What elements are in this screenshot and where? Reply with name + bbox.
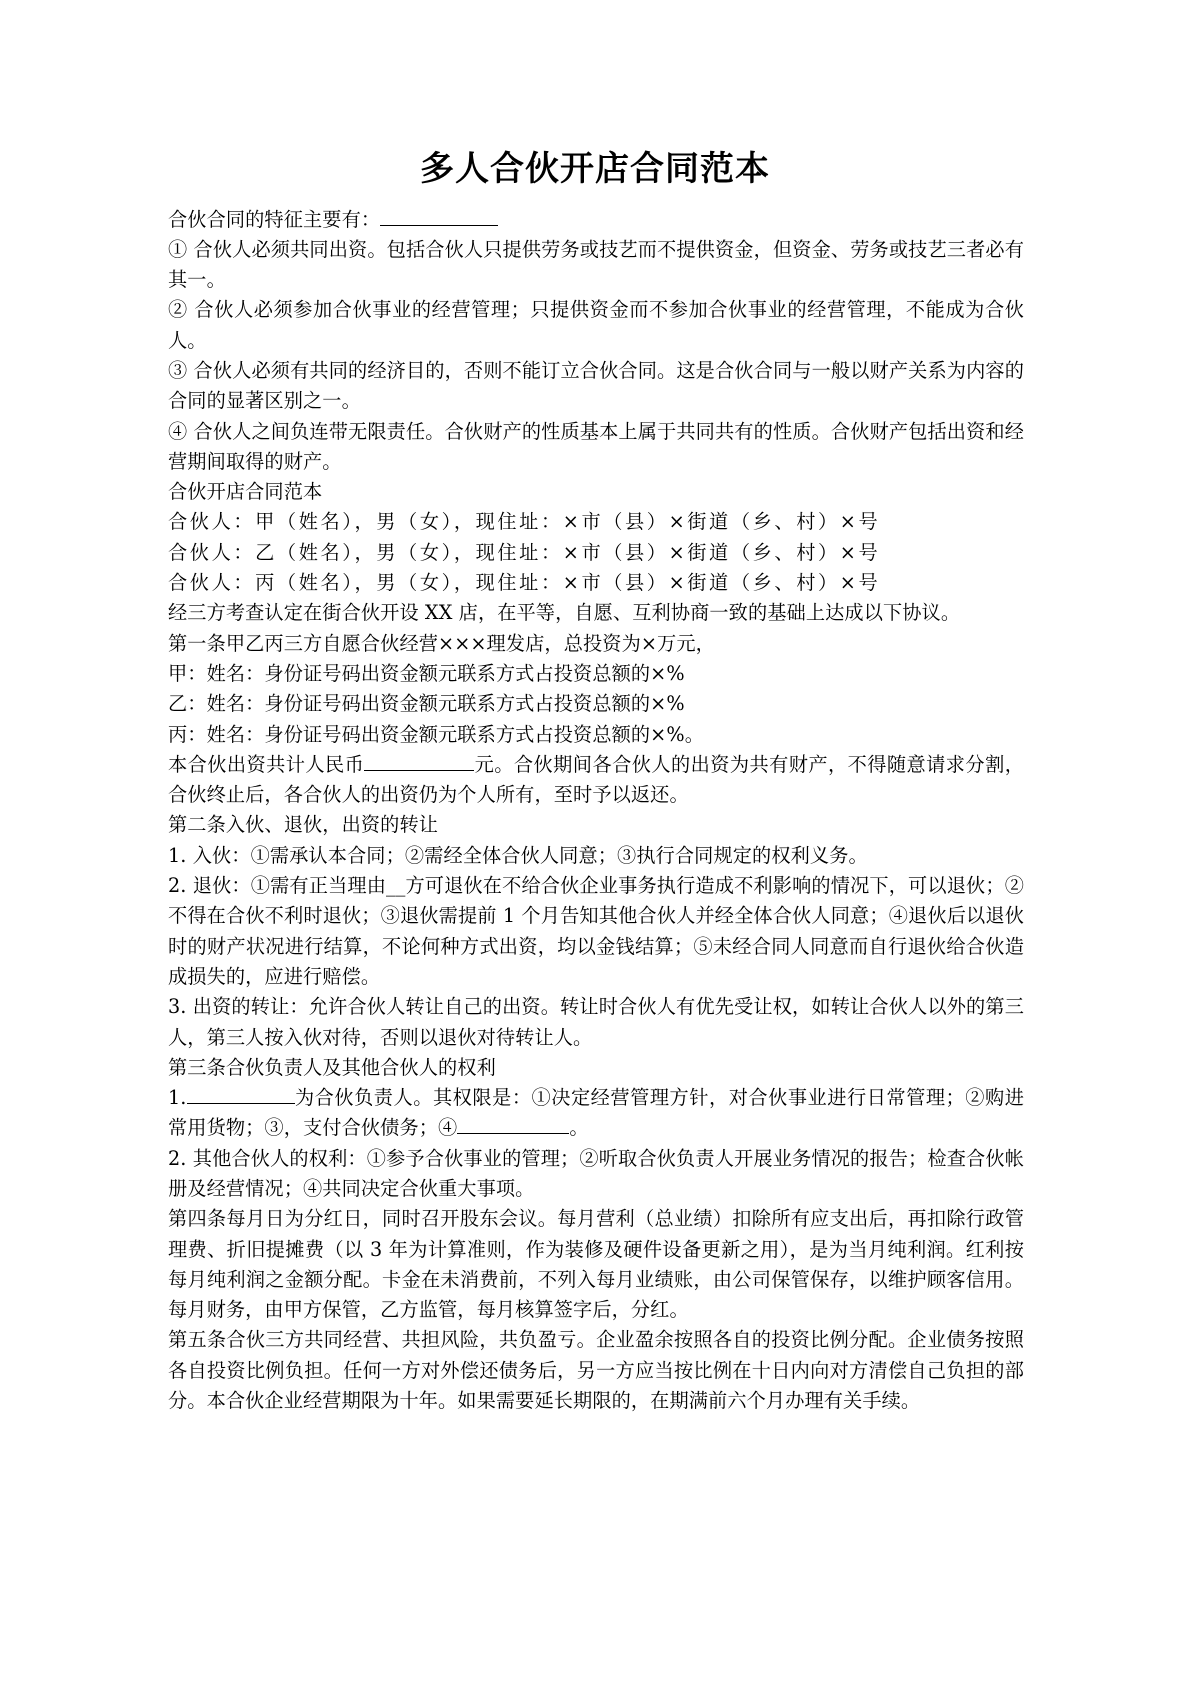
paragraph-total-capital — [168, 750, 1024, 811]
paragraph-article-2-item-3: 3. 出资的转让：允许合伙人转让自己的出资。转让时合伙人有优先受让权，如转让合伙人以外的第三人，第三人按入伙对待，否则以退伙对待转让人。 — [168, 995, 1024, 1049]
paragraph-subtitle-template: 合伙开店合同范本 — [168, 480, 323, 504]
text-run: 。 — [569, 1116, 589, 1140]
paragraph-preamble: 经三方考查认定在街合伙开设 XX 店，在平等，自愿、互利协商一致的基础上达成以下协议。 — [168, 601, 961, 625]
fill-in-blank[interactable] — [364, 770, 474, 771]
paragraph-article-4: 第四条每月日为分红日，同时召开股东会议。每月营利（总业绩）扣除所有应支出后，再扣除行政管理费、折旧提摊费（以 3 年为计算准则，作为装修及硬件设备更新之用），是为当月纯利润。红利按每月纯利润之金额分配。卡金在未消费前，不列入每月业绩账，由公司保管保存，以维护顾客信用。每月财务，由甲方保管，乙方监管，每月核算签字后，分红。 — [168, 1207, 1024, 1322]
fill-in-blank[interactable] — [380, 225, 498, 226]
paragraph-feature-4: ④ 合伙人之间负连带无限责任。合伙财产的性质基本上属于共同共有的性质。合伙财产包括出资和经营期间取得的财产。 — [168, 419, 1024, 473]
text-run: 合伙合同的特征主要有： — [168, 207, 381, 231]
paragraph-article-2-title: 第二条入伙、退伙，出资的转让 — [168, 813, 439, 837]
document-body — [168, 205, 1024, 1417]
paragraph-article-2-item-1: 1. 入伙：①需承认本合同；②需经全体合伙人同意；③执行合同规定的权利义务。 — [168, 843, 868, 867]
paragraph-intro-features — [168, 205, 1024, 235]
page-title: 多人合伙开店合同范本 — [420, 149, 770, 189]
paragraph-feature-2: ② 合伙人必须参加合伙事业的经营管理；只提供资金而不参加合伙事业的经营管理，不能成为合伙人。 — [168, 298, 1024, 352]
paragraph-partner-jia: 合伙人：甲（姓名），男（女），现住址：×市（县）×街道（乡、村）×号 — [168, 510, 881, 534]
text-run: 为合伙负责人。其权限是：①决定经营管理方针，对合伙事业进行日常管理；②购进常用货物；③，支付合伙债务；④ — [168, 1086, 1024, 1140]
paragraph-feature-3: ③ 合伙人必须有共同的经济目的，否则不能订立合伙合同。这是合伙合同与一般以财产关系为内容的合同的显著区别之一。 — [168, 358, 1024, 413]
paragraph-capital-yi: 乙：姓名：身份证号码出资金额元联系方式占投资总额的×% — [168, 692, 685, 716]
paragraph-article-5: 第五条合伙三方共同经营、共担风险，共负盈亏。企业盈余按照各自的投资比例分配。企业债务按照各自投资比例负担。任何一方对外偿还债务后，另一方应当按比例在十日内向对方清偿自己负担的部分。本合伙企业经营期限为十年。如果需要延长期限的，在期满前六个月办理有关手续。 — [168, 1328, 1024, 1413]
paragraph-partner-bing: 合伙人：丙（姓名），男（女），现住址：×市（县）×街道（乡、村）×号 — [168, 571, 881, 595]
paragraph-article-1: 第一条甲乙丙三方自愿合伙经营×××理发店，总投资为×万元， — [168, 631, 715, 655]
fill-in-blank[interactable] — [457, 1133, 569, 1134]
text-run: 本合伙出资共计人民币 — [168, 752, 365, 776]
fill-in-blank[interactable] — [187, 1103, 295, 1104]
paragraph-article-3-item-2: 2. 其他合伙人的权利：①参予合伙事业的管理；②听取合伙负责人开展业务情况的报告；检查合伙帐册及经营情况；④共同决定合伙重大事项。 — [168, 1146, 1024, 1200]
paragraph-partner-yi: 合伙人：乙（姓名），男（女），现住址：×市（县）×街道（乡、村）×号 — [168, 540, 881, 564]
paragraph-article-2-item-2: 2. 退伙：①需有正当理由__方可退伙在不给合伙企业事务执行造成不利影响的情况下，可以退伙；②不得在合伙不利时退伙；③退伙需提前 1 个月告知其他合伙人并经全体合伙人同意；④退伙后以退伙时的财产状况进行结算，不论何种方式出资，均以金钱结算；⑤未经合同人同意而自行退伙给合伙造成损失的，应进行赔偿。 — [168, 874, 1024, 988]
paragraph-article-3-title: 第三条合伙负责人及其他合伙人的权利 — [168, 1055, 496, 1079]
text-run: 元。合伙期间各合伙人的出资为共有财产，不得随意请求分割，合伙终止后，各合伙人的出资仍为个人所有，至时予以返还。 — [168, 752, 1024, 807]
paragraph-capital-bing: 丙：姓名：身份证号码出资金额元联系方式占投资总额的×%。 — [168, 722, 704, 746]
paragraph-feature-1: ① 合伙人必须共同出资。包括合伙人只提供劳务或技艺而不提供资金，但资金、劳务或技艺三者必有其一。 — [168, 237, 1024, 292]
text-run: 1. — [168, 1086, 187, 1110]
paragraph-article-3-item-1 — [168, 1083, 1024, 1144]
paragraph-capital-jia: 甲：姓名：身份证号码出资金额元联系方式占投资总额的×% — [168, 661, 685, 685]
